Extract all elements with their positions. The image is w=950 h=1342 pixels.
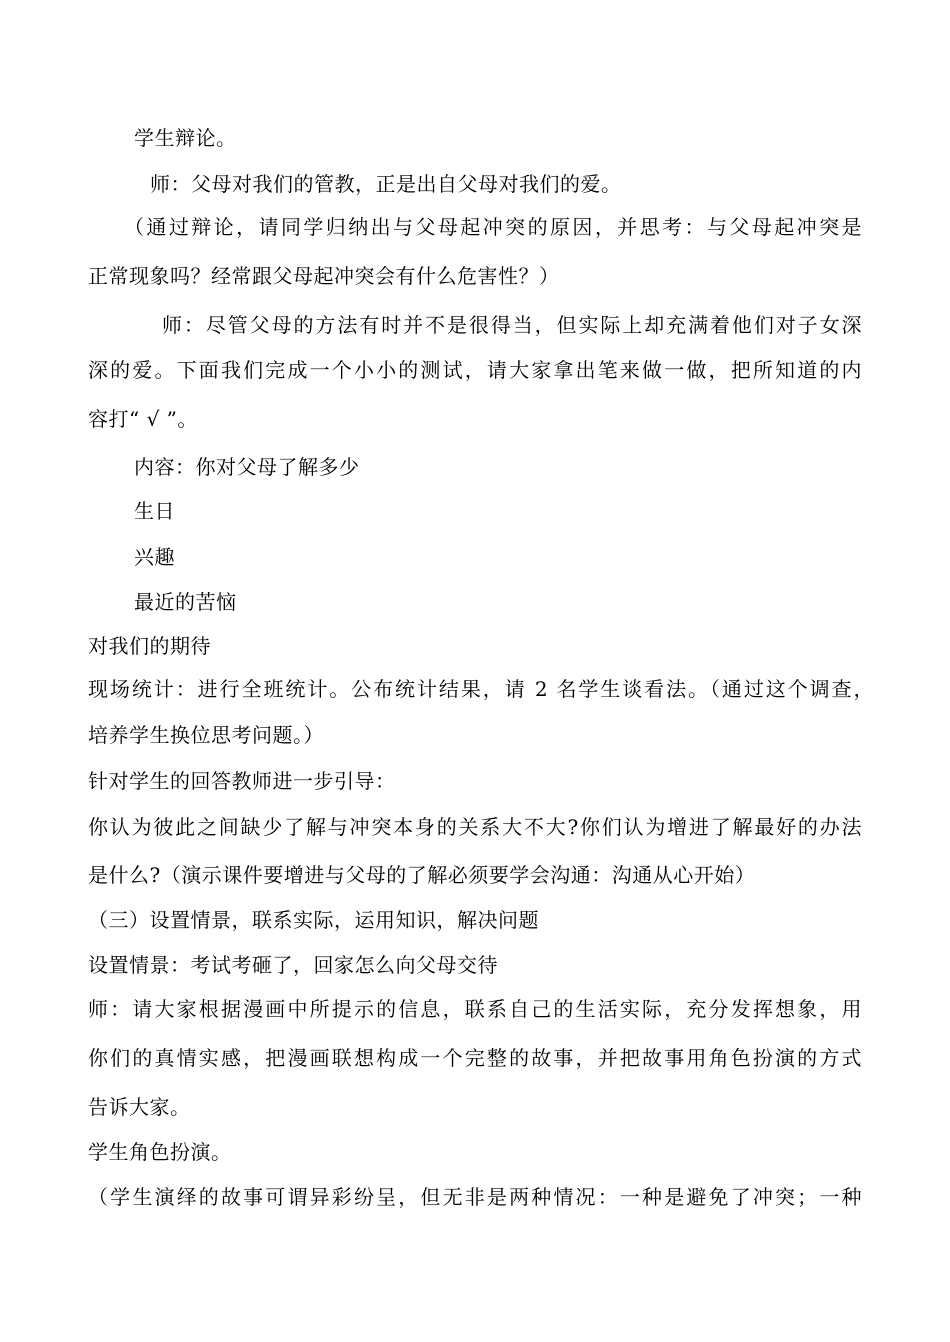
text-line-teacher-roleplay-end: 告诉大家。 [88, 1095, 191, 1119]
text-line-question-cont: 是什么?（演示课件要增进与父母的了解必须要学会沟通：沟通从心开始） [88, 863, 756, 887]
text-line-teacher-test-intro-cont: 深的爱。下面我们完成一个小小的测试，请大家拿出笔来做一做，把所知道的内 [88, 358, 862, 382]
section-heading-three: （三）设置情景，联系实际，运用知识，解决问题 [88, 908, 539, 932]
text-line-survey-title: 内容：你对父母了解多少 [134, 455, 360, 479]
text-line-debate-note-cont: 正常现象吗？经常跟父母起冲突会有什么危害性？） [88, 264, 560, 288]
text-line-debate-note: （通过辩论，请同学归纳出与父母起冲突的原因，并思考：与父母起冲突是 [124, 215, 862, 239]
text-line-guidance: 针对学生的回答教师进一步引导： [88, 769, 396, 793]
text-line-teacher-remark: 师：父母对我们的管教，正是出自父母对我们的爱。 [150, 172, 622, 196]
text-line-statistics: 现场统计：进行全班统计。公布统计结果，请 2 名学生谈看法。（通过这个调查， [88, 677, 874, 701]
text-line-question: 你认为彼此之间缺少了解与冲突本身的关系大不大?你们认为增进了解最好的办法 [88, 815, 862, 839]
survey-item-birthday: 生日 [134, 499, 175, 523]
text-line-student-roleplay: 学生角色扮演。 [88, 1140, 232, 1164]
text-line-scenario: 设置情景：考试考砸了，回家怎么向父母交待 [88, 953, 498, 977]
text-line-roleplay-note: （学生演绎的故事可谓异彩纷呈，但无非是两种情况：一种是避免了冲突；一种 [88, 1185, 862, 1209]
text-line-tick-instruction: 容打“ √ ”。 [88, 407, 198, 431]
text-line-teacher-roleplay-cont: 你们的真情实感，把漫画联想构成一个完整的故事，并把故事用角色扮演的方式 [88, 1046, 862, 1070]
text-line-students-debate: 学生辩论。 [134, 126, 237, 150]
survey-item-worries: 最近的苦恼 [134, 590, 237, 614]
text-line-teacher-roleplay: 师：请大家根据漫画中所提示的信息，联系自己的生活实际，充分发挥想象，用 [88, 997, 862, 1021]
survey-item-interests: 兴趣 [134, 545, 175, 569]
text-line-teacher-test-intro: 师：尽管父母的方法有时并不是很得当，但实际上却充满着他们对子女深 [162, 313, 862, 337]
survey-item-expectations: 对我们的期待 [88, 634, 211, 658]
text-line-statistics-cont: 培养学生换位思考问题。） [88, 723, 324, 747]
